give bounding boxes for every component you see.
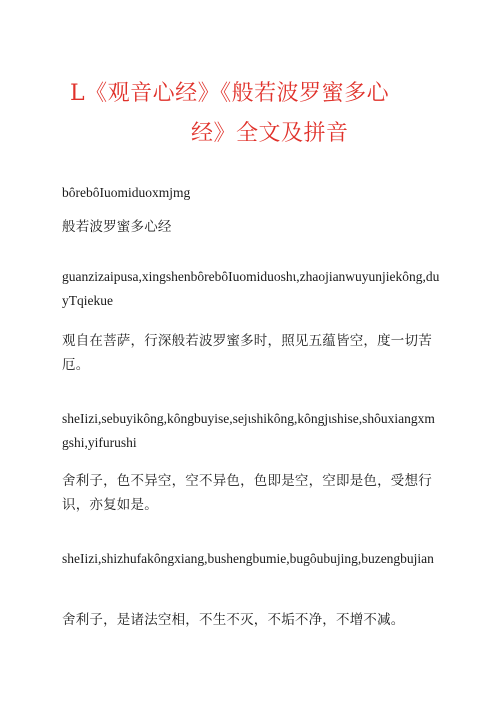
hanzi-paragraph-1: 般若波罗蜜多心经 (62, 219, 172, 235)
hanzi-paragraph-3: 舍利子，色不异空，空不异色，色即是空，空即是色，受想行识，亦复如是。 (62, 473, 432, 513)
hanzi-paragraph-2: 观自在菩萨，行深般若波罗蜜多时，照见五蕴皆空，度一切苦厄。 (62, 333, 432, 373)
pinyin-paragraph-2: guanzizaipusa,xingshenbȏrebȏIuomiduoshι,zhaojianwuyunjiekȏng,duyTqiekue (62, 269, 440, 308)
pinyin-paragraph-1: bȏrebȏIuomiduoxmjmg (62, 185, 191, 200)
pinyin-paragraph-4: sheIizi,shizhufakȏngxiang,bushengbumie,bugȏubujing,buzengbujian (62, 551, 434, 566)
pinyin-paragraph-3: sheIizi,sebuyikȏng,kȏngbuyise,sejιshikȏng,kȏngjιshise,shȏuxiangxmgshi,yifurushi (62, 411, 435, 450)
document-title-line-2: 经》全文及拼音 (191, 121, 349, 146)
hanzi-paragraph-4: 舍利子，是诸法空相，不生不灭，不垢不净，不增不减。 (62, 612, 405, 628)
document-title-line-1: L《观音心经》《般若波罗蜜多心 (70, 81, 390, 106)
